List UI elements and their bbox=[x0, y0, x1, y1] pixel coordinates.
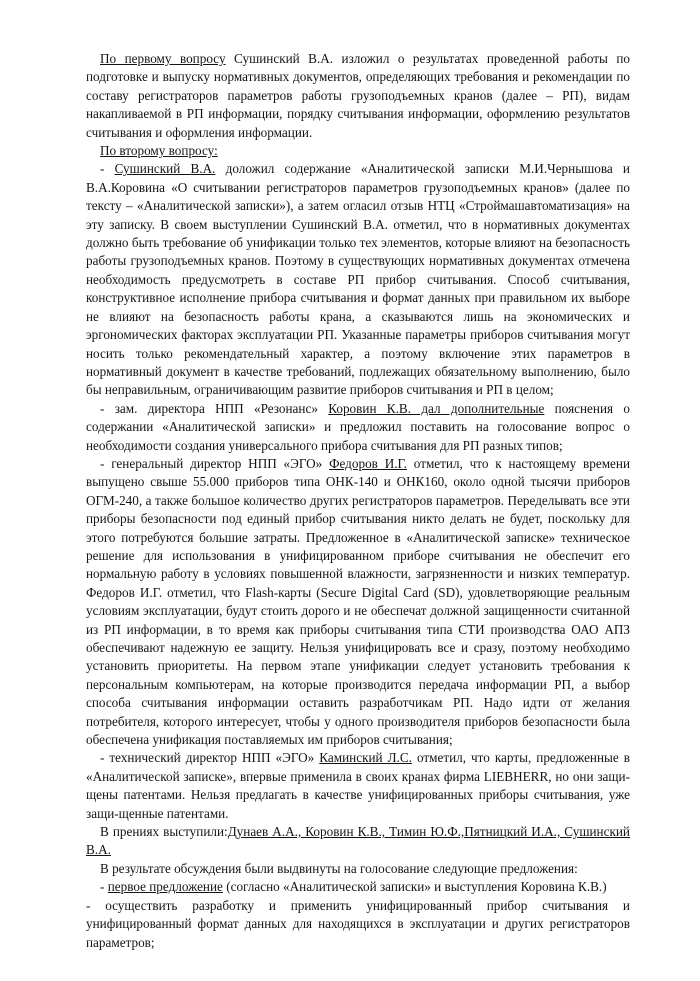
first-question-heading: По первому вопросу bbox=[100, 51, 226, 66]
first-proposal-label: первое предложение bbox=[107, 879, 223, 895]
korovin-text: пояснения о содержании «Аналитической записки» и предложил поставить на голосование вопрос о необходимости создания универсального прибора считывания для РП разных типов; bbox=[86, 400, 630, 453]
kaminsky-role: - технический директор НПП «ЭГО» bbox=[100, 750, 320, 766]
kaminsky-text: отметил, что карты, предложенные в «Аналитической записке», впервые применила в своих кранах фирма LIEBHERR, но они защи-щены патентами. Нельзя предлагать в качестве унифицированных приборы считывания, уже защи-щенные патентами. bbox=[86, 750, 630, 821]
speaker-name-fedorov: Федоров И.Г. bbox=[329, 455, 407, 471]
debate-speakers: Дунаев А.А., Коровин К.В., Тимин Ю.Ф.,Пятницкий И.А., Сушинский В.А. bbox=[86, 824, 630, 858]
second-question-label: По второму вопросу: bbox=[100, 143, 218, 159]
paragraph-discussion-result bbox=[86, 860, 630, 878]
speaker-name-sushinsky: Сушинский В.А. bbox=[114, 161, 216, 177]
fedorov-role: - генеральный директор НПП «ЭГО» bbox=[100, 455, 330, 471]
first-question-text: Сушинский В.А. изложил о результатах проведенной работы по подготовке и выпуску нормативных документов, определяющих требования и рекомендации по составу регистраторов параметров работы грузоподъемных кранов (далее – РП), видам накапливаемой в РП информации, порядку считывания информации, оформлению результатов считывания и оформления информации. bbox=[86, 51, 630, 140]
document-body bbox=[86, 50, 630, 952]
dash: - bbox=[100, 161, 115, 177]
discussion-result-text: В результате обсуждения были выдвинуты на голосование следующие предложения: bbox=[100, 860, 578, 876]
first-proposal-source: (согласно «Аналитической записки» и выступления Коровина К.В.) bbox=[222, 879, 607, 895]
sushinsky-report-text: доложил содержание «Аналитической записки М.И.Чернышова и В.А.Коровина «О считывании регистраторов параметров грузоподъемных кранов» (далее по тексту – «Аналитической записки»), а затем огласил отзыв НТЦ «Строймашавтоматизация» на эту записку. В своем выступлении Сушинский В.А. отметил, что в нормативных документах должно быть требование об унификации только тех элементов, которые влияют на безопасность работы грузоподъемных кранов. Поэтому в существующих нормативных документах отмечена необходимость предусмотреть в составе РП прибор считывания. Способ считывания, конструктивное исполнение прибора считывания и формат данных при правильном их выборе не влияют на безопасность работы крана, а сказываются лишь на экономических и эргономических факторах эксплуатации РП. Указанные параметры приборов считывания могут носить только рекомендательный характер, а поэтому включение этих параметров в нормативный документ в качестве требований, подлежащих обязательному выполнению, было бы неправильным, ограничивающим развитие приборов считывания и РП в целом; bbox=[86, 161, 630, 398]
paragraph-fedorov bbox=[86, 455, 630, 750]
paragraph-debate-speakers bbox=[86, 823, 630, 860]
debate-label: В прениях выступили: bbox=[100, 824, 228, 840]
speaker-name-korovin: Коровин К.В. дал дополнительные bbox=[328, 400, 545, 416]
paragraph-sushinsky-report bbox=[86, 160, 630, 399]
first-proposal-text: - осуществить разработку и применить унифицированный прибор считывания и унифицированный формат данных для находящихся в эксплуатации и других регистраторов параметров; bbox=[86, 897, 630, 950]
dash: - bbox=[100, 879, 108, 895]
paragraph-korovin bbox=[86, 400, 630, 455]
first-proposal-body bbox=[86, 897, 630, 952]
second-question-heading bbox=[86, 142, 630, 160]
paragraph-first-question bbox=[86, 50, 630, 142]
paragraph-kaminsky bbox=[86, 749, 630, 823]
korovin-role: - зам. директора НПП «Резонанс» bbox=[100, 400, 329, 416]
fedorov-text: отметил, что к настоящему времени выпущено свыше 55.000 приборов типа ОНК-140 и ОНК160, около одной тысячи приборов ОГМ-240, а также большое количество других регистраторов параметров. Переделывать все эти приборы безопасности под единый прибор считывания никто делать не будет, поскольку для этого потребуются большие затраты. Предложенное в «Аналитической записке» техническое решение для использования в унифицированном приборе считывания не обеспечит его нормальную работу в условиях повышенной влажности, загрязненности и низких температур. Федоров И.Г. отметил, что Flash-карты (Secure Digital Card (SD), удовлетворяющие реальным условиям эксплуатации, будут стоить дорого и не обеспечат должной защищенности считанной из РП информации, в то время как приборы считывания типа СТИ производства ОАО АПЗ обеспечивают надежную ее защиту. Нельзя унифицировать все и сразу, поэтому необходимо установить приоритеты. На первом этапе унификации следует установить требования к персональным компьютерам, на которые производится передача информации РП, а выбор способа считывания информации оставить разработчикам РП. Надо идти от желания потребителя, которого интересует, чтобы у одного производителя приборов безопасности была обеспечена унификация поставляемых им приборов считывания; bbox=[86, 455, 631, 748]
paragraph-first-proposal bbox=[86, 878, 630, 896]
speaker-name-kaminsky: Каминский Л.С. bbox=[319, 750, 412, 766]
